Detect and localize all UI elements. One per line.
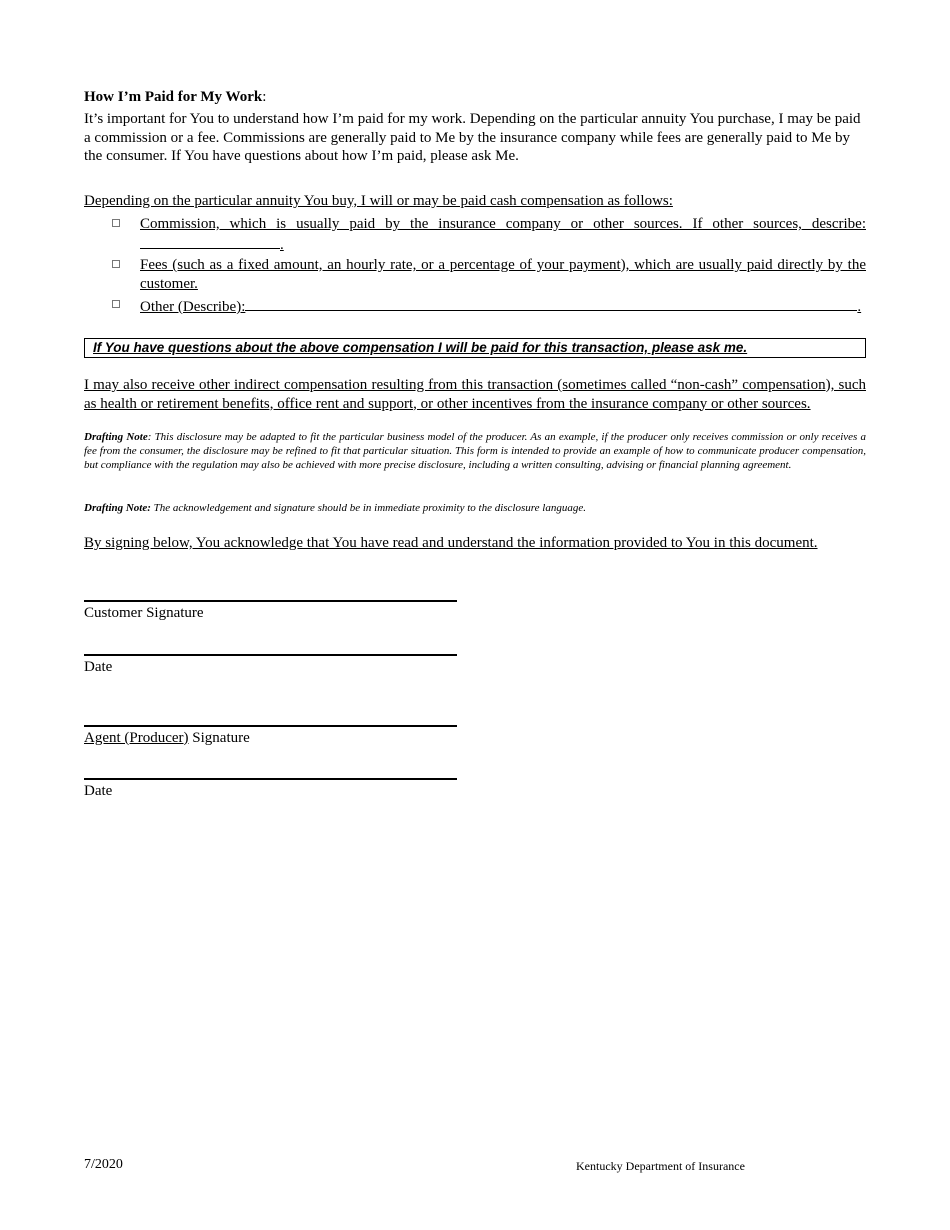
section-heading-suffix: : — [262, 89, 267, 105]
footer-department: Kentucky Department of Insurance — [576, 1159, 745, 1173]
option-commission-text — [140, 215, 866, 255]
agent-producer-text: Agent (Producer) — [84, 730, 189, 746]
customer-signature-line[interactable] — [84, 600, 457, 602]
agent-date-line[interactable] — [84, 778, 457, 780]
customer-date-label: Date — [84, 659, 113, 675]
option-commission-suffix: . — [280, 237, 284, 253]
customer-date-line[interactable] — [84, 654, 457, 656]
cash-compensation-intro: Depending on the particular annuity You buy, I will or may be paid cash compensation as follows: — [84, 193, 673, 209]
questions-callout-box: If You have questions about the above compensation I will be paid for this transaction, please ask me. — [84, 338, 866, 358]
agent-date-label: Date — [84, 783, 113, 799]
footer-date: 7/2020 — [84, 1157, 123, 1172]
drafting-note-1-text: : This disclosure may be adapted to fit the particular business model of the producer. As an example, if the producer only receives commission or only receives a fee from the consumer, the disclosure may be refined to fit that particular situation. This form is intended to provide an example of how to communicate producer compensation, but compliance with the regulation may also be achieved with more precise disclosure, including a written consulting, advising or financial planning agreement. — [84, 431, 867, 471]
indirect-compensation-paragraph: I may also receive other indirect compensation resulting from this transaction (sometimes called “non-cash” compensation), such as health or retirement benefits, office rent and support, or other incentives from the insurance company or other sources. — [84, 377, 866, 412]
agent-signature-line[interactable] — [84, 725, 457, 727]
customer-signature-label: Customer Signature — [84, 605, 204, 621]
commission-describe-blank[interactable] — [140, 234, 280, 249]
drafting-note-1-label: Drafting Note — [84, 431, 148, 443]
other-describe-blank[interactable] — [245, 296, 857, 311]
drafting-note-2-text: The acknowledgement and signature should be in immediate proximity to the disclosure language. — [150, 502, 586, 514]
other-checkbox[interactable] — [112, 300, 120, 308]
drafting-note-2-label: Drafting Note: — [84, 502, 151, 514]
agent-signature-label — [84, 729, 250, 747]
option-other-suffix: . — [857, 299, 862, 315]
option-commission-label: Commission, which is usually paid by the insurance company or other sources. If other sources, describe: — [140, 216, 866, 232]
drafting-note-1 — [84, 430, 866, 472]
option-other-text — [140, 296, 866, 317]
commission-checkbox[interactable] — [112, 219, 120, 227]
option-other-label: Other (Describe): — [140, 299, 246, 315]
intro-paragraph: It’s important for You to understand how I’m paid for my work. Depending on the particular annuity You purchase, I may be paid a commission or a fee. Commissions are generally paid to Me by the insurance company while fees are generally paid to Me by the consumer. If You have questions about how I’m paid, please ask Me. — [84, 111, 861, 164]
fees-checkbox[interactable] — [112, 260, 120, 268]
acknowledgement-statement: By signing below, You acknowledge that You have read and understand the information provided to You in this document. — [84, 535, 818, 551]
section-heading — [84, 88, 866, 106]
section-heading-text: How I’m Paid for My Work — [84, 89, 263, 105]
option-fees-label: Fees (such as a fixed amount, an hourly rate, or a percentage of your payment), which are usually paid directly by the customer. — [140, 257, 866, 292]
agent-signature-text: Signature — [188, 730, 250, 746]
drafting-note-2 — [84, 501, 866, 515]
